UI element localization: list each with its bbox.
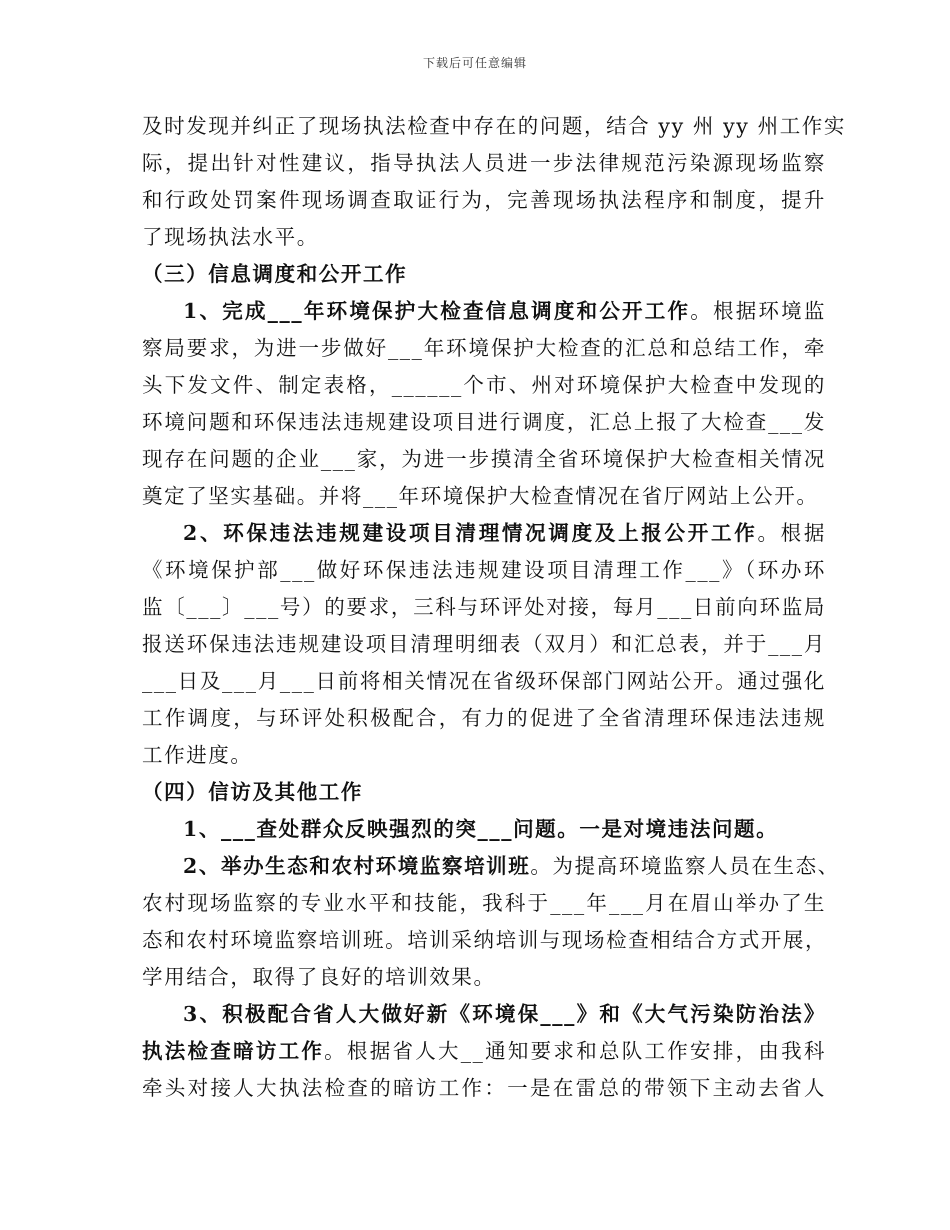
paragraph-lead: 2、环保违法违规建设项目清理情况调度及上报公开工作 — [183, 521, 758, 545]
text-run: 。根据 — [757, 521, 826, 545]
text-line — [142, 1033, 826, 1070]
text-line — [142, 293, 826, 330]
paragraph-npc-inspection — [142, 996, 826, 1107]
paragraph-lead: 2、举办生态和农村环境监察培训班 — [183, 854, 531, 878]
text-line: 了现场执法水平。 — [142, 225, 319, 249]
text-line — [142, 515, 826, 552]
text-line: 牵头对接人大执法检查的暗访工作：一是在雷总的带领下主动去省人 — [142, 1076, 826, 1100]
text-run: 。根据省人大__通知要求和总队工作安排，由我科 — [324, 1039, 826, 1063]
text-line: 农村现场监察的专业水平和技能，我科于___年___月在眉山举办了生 — [142, 891, 826, 915]
paragraph-inspection-dispatch — [142, 293, 826, 515]
text-line: 1、___查处群众反映强烈的突___问题。一是对境违法问题。 — [183, 817, 779, 841]
paragraph-lead: 执法检查暗访工作 — [142, 1039, 325, 1063]
text-line: 察局要求，为进一步做好___年环境保护大检查的汇总和总结工作，牵 — [142, 336, 826, 360]
text-line: 报送环保违法违规建设项目清理明细表（双月）和汇总表，并于___月 — [142, 632, 826, 656]
section-heading-info-dispatch: （三）信息调度和公开工作 — [142, 262, 408, 286]
text-line: ___日及___月___日前将相关情况在省级环保部门网站公开。通过强化 — [142, 669, 826, 693]
paragraph-field-inspection — [142, 108, 846, 256]
text-line — [142, 848, 840, 885]
paragraph-project-cleanup — [142, 515, 826, 774]
page-header: 下载后可任意编辑 — [422, 56, 527, 70]
paragraph-complaints — [142, 811, 826, 848]
text-line: 现存在问题的企业___家，为进一步摸清全省环境保护大检查相关情况 — [142, 447, 826, 471]
text-line: 奠定了坚实基础。并将___年环境保护大检查情况在省厅网站上公开。 — [142, 484, 819, 508]
text-line: 工作进度。 — [142, 743, 253, 767]
paragraph-training — [142, 848, 840, 996]
text-line: 头下发文件、制定表格，______个市、州对环境保护大检查中发现的 — [142, 373, 826, 397]
text-line: 监〔___〕___号）的要求，三科与环评处对接，每月___日前向环监局 — [142, 595, 826, 619]
section-heading-petitions: （四）信访及其他工作 — [142, 780, 363, 804]
document-body — [142, 108, 846, 1107]
text-run: 。为提高环境监察人员在生态、 — [530, 854, 840, 878]
text-line: 和行政处罚案件现场调查取证行为，完善现场执法程序和制度，提升 — [142, 188, 826, 212]
text-run: 。根据环境监 — [690, 299, 826, 323]
paragraph-lead: 1、完成___年环境保护大检查信息调度和公开工作 — [183, 299, 691, 323]
text-line: 环境问题和环保违法违规建设项目进行调度，汇总上报了大检查___发 — [142, 410, 826, 434]
text-line: 3、积极配合省人大做好新《环境保___》和《大气污染防治法》 — [183, 1002, 826, 1026]
text-line: 态和农村环境监察培训班。培训采纳培训与现场检查相结合方式开展， — [142, 928, 828, 952]
text-line: 《环境保护部___做好环保违法违规建设项目清理工作___》（环办环 — [142, 558, 826, 582]
text-line: 工作调度，与环评处积极配合，有力的促进了全省清理环保违法违规 — [142, 706, 826, 730]
text-line: 学用结合，取得了良好的培训效果。 — [142, 965, 496, 989]
text-line: 及时发现并纠正了现场执法检查中存在的问题，结合 yy 州 yy 州工作实 — [142, 114, 846, 138]
text-line: 际，提出针对性建议，指导执法人员进一步法律规范污染源现场监察 — [142, 151, 826, 175]
